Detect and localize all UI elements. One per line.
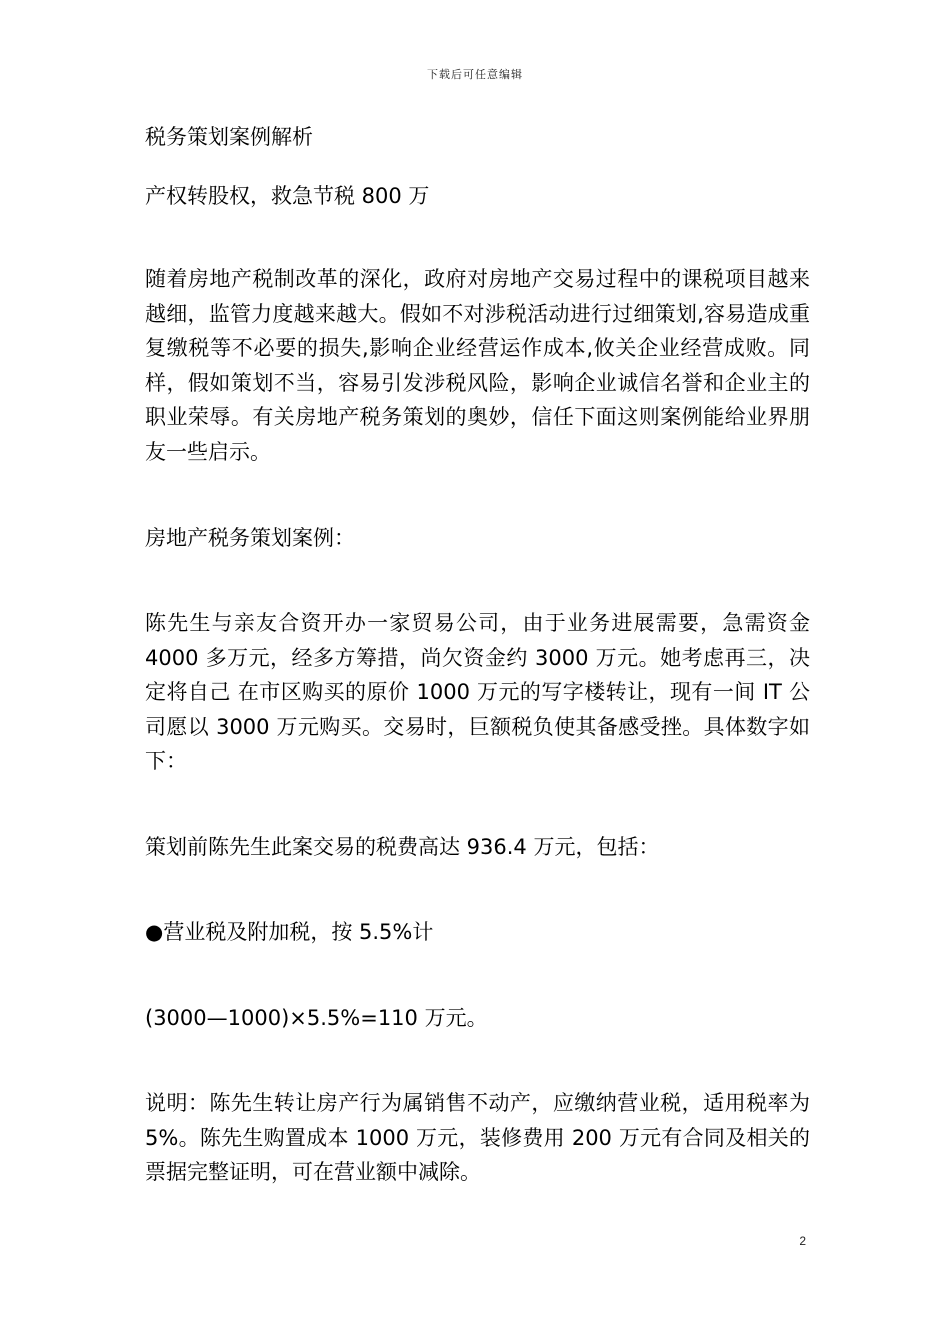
paragraph-calculation: (3000—1000)×5.5%=110 万元。 [145, 1006, 488, 1030]
paragraph-explanation: 说明：陈先生转让房产行为属销售不动产，应缴纳营业税，适用税率为 5%。陈先生购置成本 1000 万元，装修费用 200 万元有合同及相关的票据完整证明，可在营业额中减除。 [145, 1091, 810, 1185]
document-title: 税务策划案例解析 [145, 125, 313, 149]
paragraph-case-heading: 房地产税务策划案例： [145, 526, 355, 550]
page-number: 2 [799, 1234, 806, 1248]
paragraph-case-description: 陈先生与亲友合资开办一家贸易公司，由于业务进展需要，急需资金 4000 多万元，经多方筹措，尚欠资金约 3000 万元。她考虑再三，决定将自己 在市区购买的原价 1000 万元的写字楼转让，现有一间 IT 公司愿以 3000 万元购买。交易时，巨额税负使其备感受挫。具体数字如下： [145, 611, 810, 774]
paragraph-intro: 随着房地产税制改革的深化，政府对房地产交易过程中的课税项目越来越细，监管力度越来越大。假如不对涉税活动进行过细策划,容易造成重复缴税等不必要的损失,影响企业经营运作成本,攸关企业经营成败。同样，假如策划不当，容易引发涉税风险，影响企业诚信名誉和企业主的职业荣辱。有关房地产税务策划的奥妙，信任下面这则案例能给业界朋友一些启示。 [145, 267, 810, 464]
page-header: 下载后可任意编辑 [427, 68, 523, 81]
paragraph-business-tax: ●营业税及附加税，按 5.5%计 [145, 920, 434, 944]
document-subtitle: 产权转股权，救急节税 800 万 [145, 184, 430, 208]
paragraph-tax-total: 策划前陈先生此案交易的税费高达 936.4 万元，包括： [145, 835, 660, 859]
